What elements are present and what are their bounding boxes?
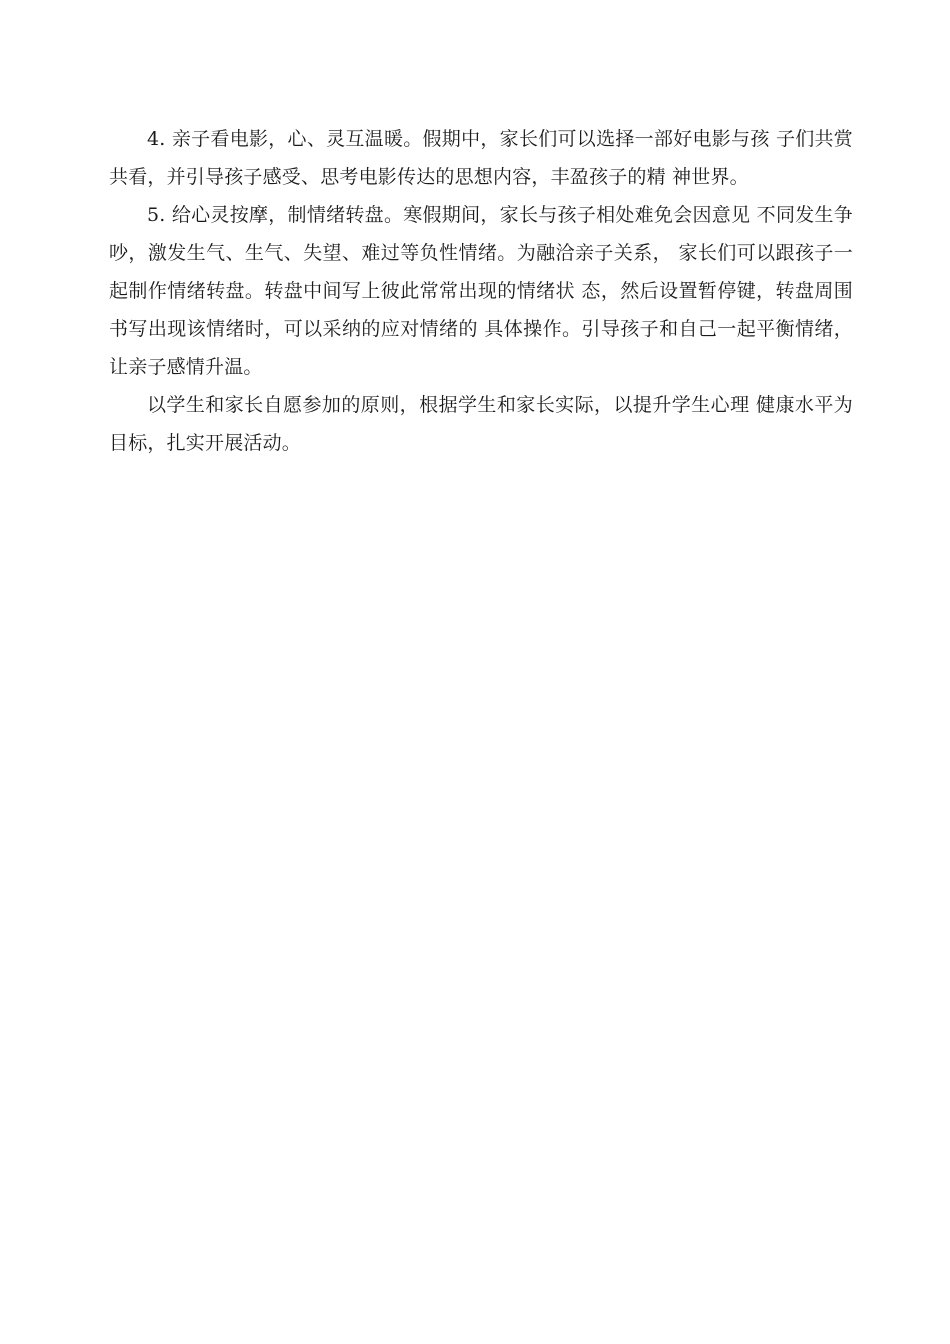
- paragraph-movie-activity: 4. 亲子看电影，心、灵互温暖。假期中，家长们可以选择一部好电影与孩 子们共赏共看，并引导孩子感受、思考电影传达的思想内容，丰盈孩子的精 神世界。: [109, 128, 853, 188]
- document-body: [109, 120, 853, 462]
- paragraph-principle: 以学生和家长自愿参加的原则，根据学生和家长实际，以提升学生心理 健康水平为目标，扎实开展活动。: [109, 394, 853, 454]
- paragraph-emotion-wheel: 5. 给心灵按摩，制情绪转盘。寒假期间，家长与孩子相处难免会因意见 不同发生争吵，激发生气、生气、失望、难过等负性情绪。为融洽亲子关系， 家长们可以跟孩子一起制作情绪转盘。转盘中间写上彼此常常出现的情绪状 态，然后设置暂停键，转盘周围书写出现该情绪时，可以采纳的应对情绪的 具体操作。引导孩子和自己一起平衡情绪，让亲子感情升温。: [109, 204, 853, 378]
